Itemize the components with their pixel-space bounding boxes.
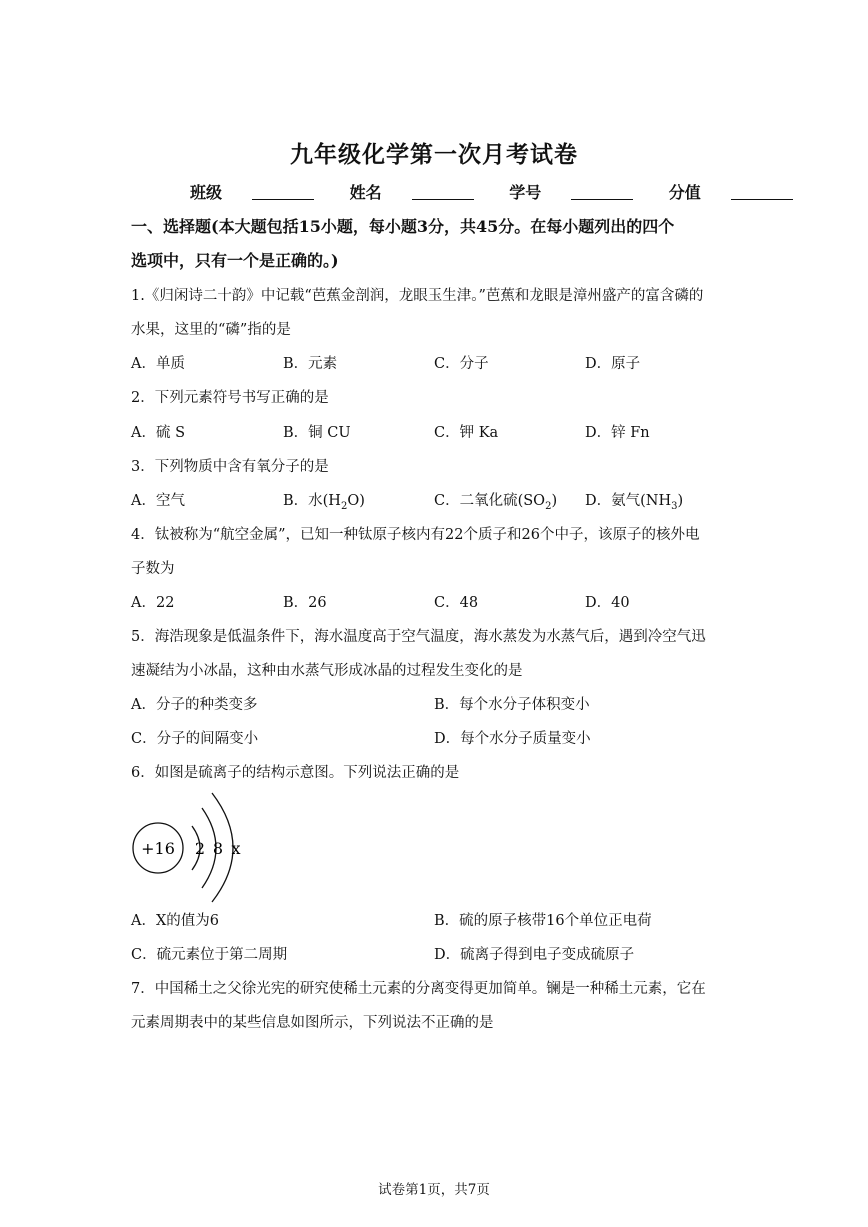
q1-option-d: D．原子 (585, 356, 641, 372)
section-heading-line1: 一、选择题(本大题包括15小题，每小题3分，共45分。在每小题列出的四个 (131, 217, 675, 236)
exam-title: 九年级化学第一次月考试卷 (290, 141, 578, 168)
q7-stem-line2: 元素周期表中的某些信息如图所示，下列说法不正确的是 (131, 1015, 494, 1031)
section-heading (131, 210, 741, 278)
q1-stem-line2: 水果，这里的“磷”指的是 (131, 322, 291, 338)
q4-stem-line2: 子数为 (131, 561, 175, 577)
q5-option-b: B．每个水分子体积变小 (434, 697, 590, 713)
q5-option-c: C．分子的间隔变小 (131, 731, 259, 747)
q4-option-a: A．22 (131, 595, 175, 611)
q1-option-c: C．分子 (434, 356, 489, 372)
q1-option-b: B．元素 (283, 356, 338, 372)
q2-option-c: C．钾 Ka (434, 425, 499, 441)
student-info-row (190, 180, 823, 203)
q6-option-a: A．X的值为6 (131, 913, 220, 929)
q5-option-d: D．每个水分子质量变小 (434, 731, 591, 747)
q3-option-c: C．二氧化硫$(SO_2)$ (434, 493, 558, 512)
q2-option-b: B．铜 CU (283, 425, 351, 441)
q7-stem-line1: 7．中国稀土之父徐光宪的研究使稀土元素的分离变得更加简单。镧是一种稀土元素，它在 (131, 981, 706, 997)
name-label: 姓名 (349, 183, 382, 202)
shell-3-electrons: x (231, 839, 241, 858)
student-id-blank[interactable] (571, 183, 633, 200)
q4-stem-line1: 4．钛被称为“航空金属”，已知一种钛原子核内有22个质子和26个中子，该原子的核外电 (131, 527, 700, 543)
class-label: 班级 (190, 183, 223, 202)
score-blank[interactable] (731, 183, 793, 200)
q3-stem: 3．下列物质中含有氧分子的是 (131, 459, 329, 475)
q1-option-a: A．单质 (131, 356, 185, 372)
name-blank[interactable] (412, 183, 474, 200)
q6-option-c: C．硫元素位于第二周期 (131, 947, 288, 963)
q4-option-b: B．26 (283, 595, 327, 611)
q3-option-a: A．空气 (131, 493, 185, 509)
q4-option-c: C．48 (434, 595, 479, 611)
page-footer: 试卷第1页，共7页 (378, 1182, 490, 1198)
class-blank[interactable] (252, 183, 314, 200)
q5-option-a: A．分子的种类变多 (131, 697, 258, 713)
q2-stem: 2．下列元素符号书写正确的是 (131, 390, 329, 406)
q2-option-d: D．锌 Fn (585, 425, 650, 441)
shell-1-electrons: 2 (194, 839, 206, 858)
q4-option-d: D．40 (585, 595, 630, 611)
q3-option-b: B．水$(H_2O)$ (283, 493, 365, 512)
q3-option-d: D．氨气$(NH_3)$ (585, 493, 684, 512)
score-label: 分值 (668, 183, 701, 202)
q6-option-b: B．硫的原子核带16个单位正电荷 (434, 913, 652, 929)
nucleus-charge-label: +16 (141, 839, 175, 858)
q5-stem-line2: 速凝结为小冰晶，这种由水蒸气形成冰晶的过程发生变化的是 (131, 663, 523, 679)
q2-option-a: A．硫 S (131, 425, 186, 441)
q1-stem-line1: 1.《归闲诗二十韵》中记载“芭蕉金剖润，龙眼玉生津。”芭蕉和龙眼是漳州盛产的富含磷的 (131, 288, 704, 304)
sulfur-ion-structure-diagram (128, 790, 258, 905)
student-id-label: 学号 (509, 183, 542, 202)
q5-stem-line1: 5．海浩现象是低温条件下，海水温度高于空气温度，海水蒸发为水蒸气后，遇到冷空气迅 (131, 629, 706, 645)
q6-stem: 6．如图是硫离子的结构示意图。下列说法正确的是 (131, 765, 460, 781)
section-heading-line2: 选项中，只有一个是正确的。) (131, 251, 339, 270)
shell-2-electrons: 8 (212, 839, 224, 858)
q6-option-d: D．硫离子得到电子变成硫原子 (434, 947, 635, 963)
